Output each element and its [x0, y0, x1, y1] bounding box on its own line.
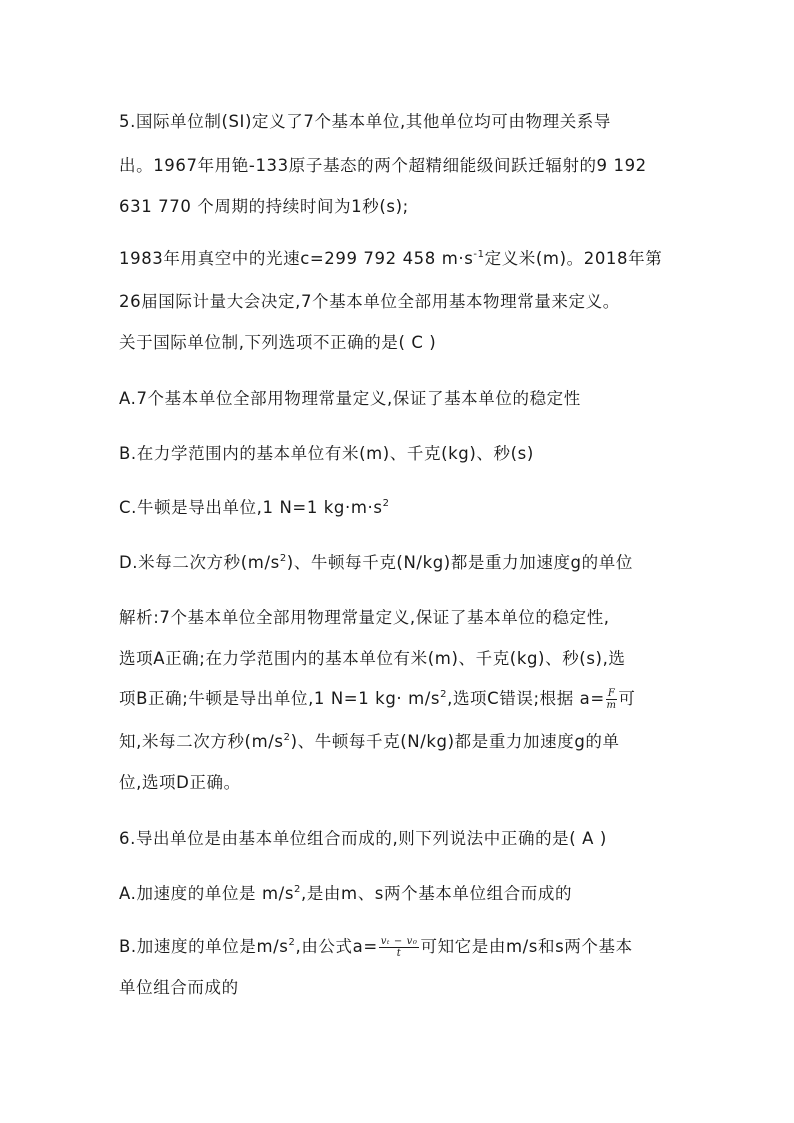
- analysis-line-5: 位,选项D正确。: [119, 773, 241, 792]
- q5-option-a: A.7个基本单位全部用物理常量定义,保证了基本单位的稳定性: [119, 389, 581, 408]
- q6-option-b-pre: B.加速度的单位是m/s: [119, 937, 289, 956]
- q6-fraction: [379, 936, 420, 959]
- q5-line-4-pre: 1983年用真空中的光速c=299 792 458 m·s: [119, 249, 474, 268]
- q5-option-c: [119, 494, 390, 518]
- analysis-line-1: 解析:7个基本单位全部用物理常量定义,保证了基本单位的稳定性,: [119, 608, 610, 627]
- analysis-line-2: 选项A正确;在力学范围内的基本单位有米(m)、千克(kg)、秒(s),选: [119, 649, 626, 668]
- q6-option-b: [119, 933, 633, 959]
- q5-option-d: [119, 549, 633, 573]
- q6-fraction-numerator: vₜ − v₀: [380, 936, 418, 947]
- q5-line-4: [119, 245, 662, 269]
- q6-option-b-sup: 2: [288, 937, 296, 948]
- analysis-fraction-denominator: m: [606, 700, 617, 711]
- analysis-line-4-sup: 2: [283, 732, 291, 743]
- q5-line-3: 631 770 个周期的持续时间为1秒(s);: [119, 197, 409, 216]
- analysis-line-4: [119, 728, 620, 752]
- q6-fraction-denominator: t: [396, 948, 402, 959]
- analysis-line-3: [119, 685, 635, 711]
- q5-line-2: 出。1967年用铯-133原子基态的两个超精细能级间跃迁辐射的9 192: [119, 156, 647, 175]
- q5-option-c-sup: 2: [382, 498, 390, 509]
- analysis-fraction-numerator: F: [607, 688, 616, 699]
- q5-option-b: B.在力学范围内的基本单位有米(m)、千克(kg)、秒(s): [119, 444, 534, 463]
- analysis-line-4-post: )、牛顿每千克(N/kg)都是重力加速度g的单: [290, 732, 620, 751]
- q5-option-d-post: )、牛顿每千克(N/kg)都是重力加速度g的单位: [286, 553, 633, 572]
- q5-line-6: 关于国际单位制,下列选项不正确的是( C ): [119, 333, 437, 352]
- q5-line-5: 26届国际计量大会决定,7个基本单位全部用基本物理常量来定义。: [119, 292, 620, 311]
- analysis-line-3-mid: ,选项C错误;根据 a=: [447, 689, 605, 708]
- q5-line-4-sup: -1: [473, 249, 485, 260]
- q5-option-d-sup: 2: [279, 553, 287, 564]
- q5-option-c-pre: C.牛顿是导出单位,1 N=1 kg·m·s: [119, 498, 383, 517]
- analysis-fraction: [606, 688, 618, 711]
- q5-line-1: 5.国际单位制(SI)定义了7个基本单位,其他单位均可由物理关系导: [119, 112, 611, 131]
- q6-option-a-sup: 2: [294, 884, 301, 895]
- q6-stem: 6.导出单位是由基本单位组合而成的,则下列说法中正确的是( A ): [119, 829, 607, 848]
- q6-option-a-post: ,是由m、s两个基本单位组合而成的: [300, 884, 573, 903]
- q5-line-4-post: 定义米(m)。2018年第: [484, 249, 663, 268]
- analysis-line-4-pre: 知,米每二次方秒(m/s: [119, 732, 284, 751]
- analysis-line-3-sup: 2: [440, 689, 448, 700]
- q6-option-a-pre: A.加速度的单位是 m/s: [119, 884, 295, 903]
- q6-option-b-post: 可知它是由m/s和s两个基本: [420, 937, 633, 956]
- q6-option-b-line-2: 单位组合而成的: [119, 978, 239, 997]
- q5-option-d-pre: D.米每二次方秒(m/s: [119, 553, 280, 572]
- analysis-line-3-post: 可: [618, 689, 636, 708]
- analysis-line-3-pre: 项B正确;牛顿是导出单位,1 N=1 kg· m/s: [119, 689, 441, 708]
- q6-option-b-mid: ,由公式a=: [295, 937, 378, 956]
- q6-option-a: [119, 880, 572, 904]
